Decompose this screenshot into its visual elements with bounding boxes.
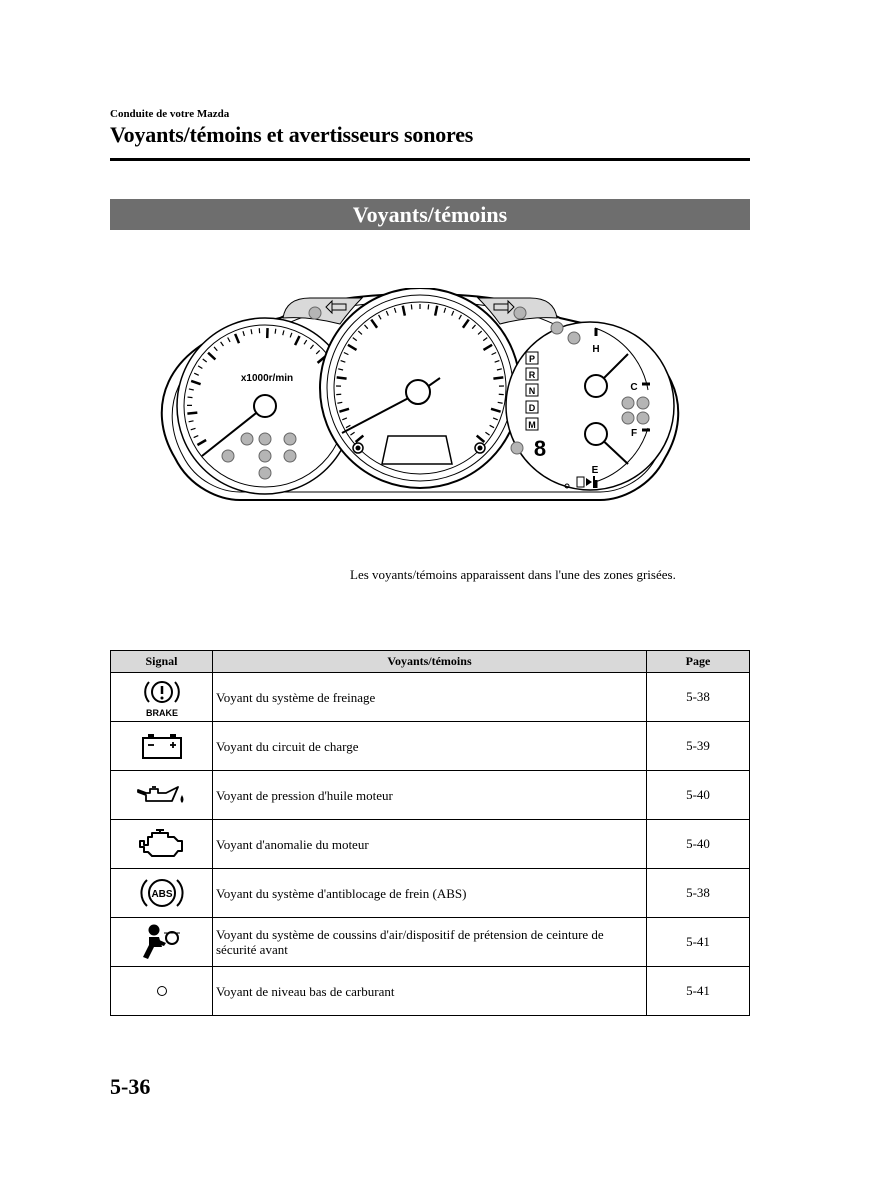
page-cell: 5-41: [647, 918, 750, 967]
brake-warning-icon: [137, 676, 187, 718]
page-cell: 5-40: [647, 771, 750, 820]
header-signal: Signal: [111, 651, 213, 673]
oil-pressure-icon: [136, 782, 188, 808]
table-row: [111, 820, 750, 869]
fuel-empty-label: E: [591, 465, 599, 476]
signal-cell: [111, 869, 213, 918]
page-cell: 5-41: [647, 967, 750, 1016]
signal-cell: [111, 673, 213, 722]
table-row: [111, 869, 750, 918]
gauge-tick: [337, 377, 347, 378]
temp-fuel-gauge: [506, 322, 674, 490]
abs-icon: [137, 873, 187, 913]
temp-cold-label: C: [630, 382, 638, 393]
gear-n: N: [528, 386, 536, 396]
tach-unit-label: x1000r/min: [240, 373, 294, 384]
description-cell: Voyant du système d'antiblocage de frein (ABS): [213, 869, 647, 918]
cluster-caption: Les voyants/témoins apparaissent dans l'une des zones grisées.: [350, 567, 676, 582]
signal-cell: [111, 722, 213, 771]
svg-text:ABS: ABS: [150, 889, 173, 900]
description-cell: Voyant d'anomalie du moteur: [213, 820, 647, 869]
gear-r: R: [528, 370, 536, 380]
gauge-tick: [411, 304, 412, 309]
battery-charge-icon: [140, 732, 184, 760]
gear-m: M: [528, 420, 536, 430]
signal-cell: [111, 820, 213, 869]
description-cell: Voyant du système de freinage: [213, 673, 647, 722]
description-cell: Voyant du système de coussins d'air/dispositif de prétension de ceinture de sécurité avant: [213, 918, 647, 967]
gear-digit: 8: [533, 436, 547, 461]
table-row: [111, 771, 750, 820]
page-number: 5-36: [110, 1074, 151, 1099]
signal-cell: [111, 771, 213, 820]
check-engine-icon: [138, 828, 186, 860]
title-rule: [110, 158, 750, 161]
page-title: Voyants/témoins et avertisseurs sonores: [110, 122, 474, 147]
page-cell: 5-39: [647, 722, 750, 771]
description-cell: Voyant de niveau bas de carburant: [213, 967, 647, 1016]
warning-lights-table: [110, 650, 750, 1016]
page-cell: 5-38: [647, 673, 750, 722]
description-cell: Voyant de pression d'huile moteur: [213, 771, 647, 820]
instrument-cluster-diagram: [150, 288, 690, 508]
header-page: Page: [647, 651, 750, 673]
breadcrumb: Conduite de votre Mazda: [110, 108, 230, 120]
svg-text:BRAKE: BRAKE: [145, 708, 178, 718]
table-row: [111, 918, 750, 967]
description-cell: Voyant du circuit de charge: [213, 722, 647, 771]
speedometer-gauge: [320, 288, 520, 488]
gauge-tick: [275, 329, 276, 334]
gauge-tick: [187, 413, 197, 414]
table-row: [111, 673, 750, 722]
signal-cell: [111, 967, 213, 1016]
table-header-row: [111, 651, 750, 673]
gauge-tick: [428, 304, 429, 309]
table-row: [111, 722, 750, 771]
page-cell: 5-38: [647, 869, 750, 918]
airbag-icon: [140, 923, 184, 961]
gauge-tick: [188, 397, 193, 398]
low-fuel-icon: [155, 984, 169, 998]
page-cell: 5-40: [647, 820, 750, 869]
table-row: [111, 967, 750, 1016]
gear-p: P: [528, 354, 536, 364]
header-description: Voyants/témoins: [213, 651, 647, 673]
gauge-tick: [493, 377, 503, 378]
temp-hot-label: H: [592, 344, 600, 355]
gear-d: D: [528, 403, 536, 413]
fuel-full-label: F: [630, 428, 638, 439]
signal-cell: [111, 918, 213, 967]
section-banner: Voyants/témoins: [110, 199, 750, 230]
